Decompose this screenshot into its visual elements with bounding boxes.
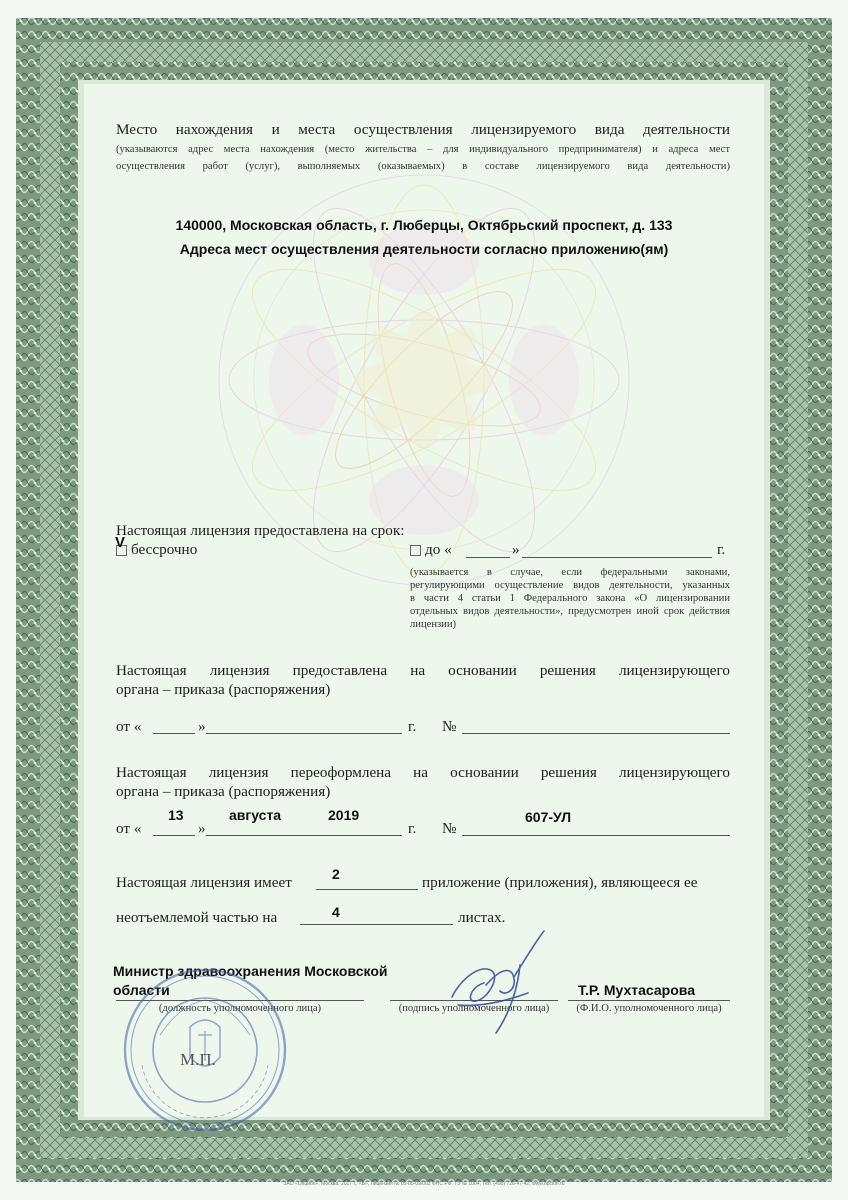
- location-heading: Место нахождения и места осуществления лицензируемого вида деятельности: [116, 121, 730, 138]
- reissued-date-line: [206, 835, 402, 836]
- location-note-line2: осуществления работ (услуг), выполняемых (оказываемых) в составе лицензируемого вида деятельности): [116, 161, 730, 172]
- appendix-count-line: [316, 889, 418, 890]
- term-note-line4: отдельных видов деятельности», предусмотрен иной срок действия: [410, 606, 730, 617]
- reissued-number-label: №: [442, 820, 457, 837]
- granted-number-line: [462, 733, 730, 734]
- signatory-position-line2: области: [113, 982, 170, 998]
- reissued-number-line: [462, 835, 730, 836]
- appendix-line2-prefix: неотъемлемой частью на: [116, 909, 278, 926]
- indefinite-label: бессрочно: [131, 541, 198, 558]
- printer-footer: ЗАО «Опцион», Москва, 2017 г., «Б», Лицензия № 05-05-09/003 ФНС РФ, ТЗ № 1004, Тел. (495) 726-47-42, www.opcion.ru: [283, 1181, 565, 1187]
- term-note-line3: в части 4 статьи 1 Федерального закона «О лицензировании: [410, 593, 730, 604]
- seal-placement-mark: М.П.: [180, 1050, 216, 1069]
- granted-year-suffix: г.: [408, 718, 417, 735]
- reissued-day-line: [153, 835, 195, 836]
- caption-position: (должность уполномоченного лица): [158, 1003, 322, 1014]
- until-year-suffix: г.: [717, 541, 726, 558]
- granted-quote-close: »: [198, 718, 206, 735]
- signatory-name: Т.Р. Мухтасарова: [578, 982, 695, 998]
- term-note-line2: регулирующими осуществление видов деятельности, указанных: [410, 580, 730, 591]
- location-note-line1: (указываются адрес места нахождения (место жительства – для индивидуального предпринимателя) и адреса мест: [116, 144, 730, 155]
- until-date-line: [522, 557, 712, 558]
- appendix-count: 2: [332, 866, 340, 882]
- granted-number-label: №: [442, 718, 457, 735]
- appendix-sheets-line: [300, 924, 453, 925]
- official-seal-stamp: [120, 965, 290, 1135]
- check-mark: V: [115, 534, 126, 551]
- reissued-line1: Настоящая лицензия переоформлена на основании решения лицензирующего: [116, 764, 730, 781]
- caption-name: (Ф.И.О. уполномоченного лица): [576, 1003, 722, 1014]
- address-appendix-note: Адреса мест осуществления деятельности согласно приложению(ям): [179, 241, 669, 257]
- handwritten-signature: [440, 925, 555, 1040]
- appendix-line1-prefix: Настоящая лицензия имеет: [116, 874, 292, 891]
- signatory-position-line1: Министр здравоохранения Московской: [113, 963, 388, 979]
- reissued-day: 13: [168, 807, 184, 823]
- granted-line2: органа – приказа (распоряжения): [116, 681, 331, 698]
- appendix-line2-suffix: листах.: [458, 909, 506, 926]
- appendix-sheets: 4: [332, 904, 340, 920]
- reissued-year-suffix: г.: [408, 820, 417, 837]
- reissued-quote-close: »: [198, 820, 206, 837]
- until-day-line: [466, 557, 510, 558]
- reissued-number: 607-УЛ: [525, 809, 572, 825]
- term-heading: Настоящая лицензия предоставлена на срок:: [116, 522, 405, 539]
- until-quote-close: »: [512, 541, 520, 558]
- granted-line1: Настоящая лицензия предоставлена на основании решения лицензирующего: [116, 662, 730, 679]
- address-line: 140000, Московская область, г. Люберцы, Октябрьский проспект, д. 133: [175, 217, 673, 233]
- appendix-line1-suffix: приложение (приложения), являющееся ее: [422, 874, 698, 891]
- reissued-year: 2019: [328, 807, 360, 823]
- term-note-line5: лицензии): [410, 619, 457, 630]
- caption-signature: (подпись уполномоченного лица): [398, 1003, 550, 1014]
- reissued-line2: органа – приказа (распоряжения): [116, 783, 331, 800]
- granted-day-line: [153, 733, 195, 734]
- until-label: до «: [425, 541, 452, 558]
- name-line: [568, 1000, 730, 1001]
- term-note-line1: (указывается в случае, если федеральными законами,: [410, 567, 730, 578]
- granted-from-label: от «: [116, 718, 142, 735]
- reissued-from-label: от «: [116, 820, 142, 837]
- reissued-month: августа: [229, 807, 282, 823]
- until-checkbox: [410, 545, 421, 556]
- granted-date-line: [206, 733, 402, 734]
